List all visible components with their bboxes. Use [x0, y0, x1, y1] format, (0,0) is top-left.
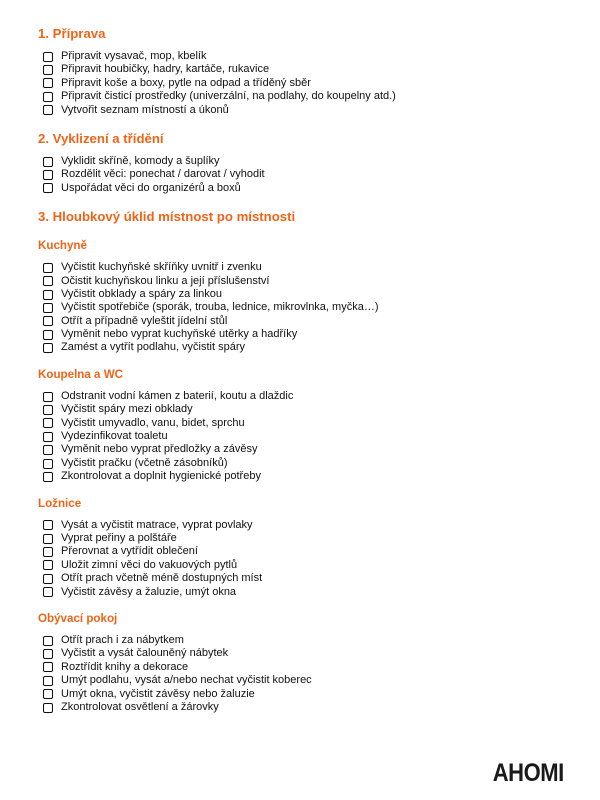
- checkbox[interactable]: [43, 703, 53, 713]
- checkbox[interactable]: [43, 303, 53, 313]
- checkbox[interactable]: [43, 574, 53, 584]
- item-label: Vyměnit nebo vyprat kuchyňské utěrky a hadříky: [61, 328, 298, 341]
- checkbox[interactable]: [43, 547, 53, 557]
- checkbox[interactable]: [43, 649, 53, 659]
- list-item[interactable]: [43, 443, 600, 456]
- item-label: Odstranit vodní kámen z baterií, koutu a dlaždic: [61, 389, 294, 402]
- checkbox[interactable]: [43, 157, 53, 167]
- list-item[interactable]: [43, 50, 600, 63]
- checkbox[interactable]: [43, 676, 53, 686]
- item-label: Vyměnit nebo vyprat předložky a závěsy: [61, 443, 258, 456]
- item-label: Vyčistit závěsy a žaluzie, umýt okna: [61, 585, 237, 598]
- list-item[interactable]: [43, 104, 600, 117]
- checkbox[interactable]: [43, 343, 53, 353]
- checkbox[interactable]: [43, 263, 53, 273]
- item-label: Připravit čisticí prostředky (univerzální, na podlahy, do koupelny atd.): [61, 90, 396, 103]
- list-item[interactable]: [43, 168, 600, 181]
- checklist-bedroom: [38, 519, 600, 599]
- list-item[interactable]: [43, 390, 600, 403]
- item-label: Zkontrolovat osvětlení a žárovky: [61, 700, 219, 713]
- checklist-bathroom: [38, 390, 600, 484]
- checkbox[interactable]: [43, 276, 53, 286]
- item-label: Rozdělit věci: ponechat / darovat / vyhodit: [61, 168, 265, 181]
- list-item[interactable]: [43, 430, 600, 443]
- list-item[interactable]: [43, 301, 600, 314]
- checkbox[interactable]: [43, 459, 53, 469]
- subsection-title-living-room: Obývací pokoj: [38, 611, 118, 625]
- item-label: Vyčistit spáry mezi obklady: [61, 403, 193, 416]
- section-title-preparation: 1. Příprava: [38, 26, 106, 41]
- checklist-clearing: [38, 155, 600, 195]
- list-item[interactable]: [43, 315, 600, 328]
- list-item[interactable]: [43, 647, 600, 660]
- checkbox[interactable]: [43, 170, 53, 180]
- list-item[interactable]: [43, 341, 600, 354]
- item-label: Vyprat peřiny a polštáře: [61, 531, 177, 544]
- checkbox[interactable]: [43, 52, 53, 62]
- section-title-deep-cleaning: 3. Hloubkový úklid místnost po místnosti: [38, 209, 296, 225]
- item-label: Vyčistit obklady a spáry za linkou: [61, 287, 222, 300]
- list-item[interactable]: [43, 572, 600, 585]
- checkbox[interactable]: [43, 316, 53, 326]
- item-label: Roztřídit knihy a dekorace: [61, 660, 189, 673]
- checkbox[interactable]: [43, 432, 53, 442]
- list-item[interactable]: [43, 77, 600, 90]
- item-label: Umýt podlahu, vysát a/nebo nechat vyčistit koberec: [61, 674, 312, 687]
- brand-logo: AHOMI: [492, 759, 564, 787]
- checkbox[interactable]: [43, 78, 53, 88]
- item-label: Připravit vysavač, mop, kbelík: [61, 50, 207, 62]
- list-item[interactable]: [43, 674, 600, 687]
- item-label: Připravit koše a boxy, pytle na odpad a tříděný sběr: [61, 76, 311, 89]
- item-label: Vyčistit pračku (včetně zásobníků): [61, 456, 228, 469]
- item-label: Vysát a vyčistit matrace, vyprat povlaky: [61, 518, 253, 531]
- subsection-title-bedroom: Ložnice: [38, 496, 82, 510]
- subsection-title-kitchen: Kuchyně: [38, 239, 87, 253]
- list-item[interactable]: [43, 634, 600, 647]
- item-label: Uspořádat věci do organizérů a boxů: [61, 181, 241, 194]
- checkbox[interactable]: [43, 636, 53, 646]
- list-item[interactable]: [43, 182, 600, 195]
- item-label: Zkontrolovat a doplnit hygienické potřeby: [61, 470, 261, 483]
- list-item[interactable]: [43, 261, 600, 274]
- list-item[interactable]: [43, 155, 600, 168]
- item-label: Vyklidit skříně, komody a šuplíky: [61, 154, 220, 167]
- checkbox[interactable]: [43, 183, 53, 193]
- list-item[interactable]: [43, 90, 600, 103]
- subsection-title-bathroom: Koupelna a WC: [38, 367, 124, 381]
- item-label: Umýt okna, vyčistit závěsy nebo žaluzie: [61, 687, 255, 700]
- checkbox[interactable]: [43, 445, 53, 455]
- list-item[interactable]: [43, 688, 600, 701]
- checkbox[interactable]: [43, 330, 53, 340]
- item-label: Vyčistit a vysát čalouněný nábytek: [61, 647, 229, 660]
- checkbox[interactable]: [43, 92, 53, 102]
- item-label: Připravit houbičky, hadry, kartáče, rukavice: [61, 63, 270, 76]
- list-item[interactable]: [43, 519, 600, 532]
- item-label: Vyčistit kuchyňské skříňky uvnitř i zvenku: [61, 261, 262, 274]
- list-item[interactable]: [43, 275, 600, 288]
- list-item[interactable]: [43, 661, 600, 674]
- checkbox[interactable]: [43, 105, 53, 115]
- item-label: Uložit zimní věci do vakuových pytlů: [61, 558, 238, 571]
- checkbox[interactable]: [43, 290, 53, 300]
- checkbox[interactable]: [43, 587, 53, 597]
- item-label: Přerovnat a vytřídit oblečení: [61, 545, 198, 558]
- item-label: Vydezinfikovat toaletu: [61, 430, 168, 443]
- checkbox[interactable]: [43, 65, 53, 75]
- checkbox[interactable]: [43, 689, 53, 699]
- checklist-living-room: [38, 634, 600, 714]
- checklist-kitchen: [38, 261, 600, 355]
- item-label: Vyčistit spotřebiče (sporák, trouba, lednice, mikrovlnka, myčka…): [61, 301, 379, 314]
- section-title-clearing: 2. Vyklizení a třídění: [38, 130, 164, 146]
- checkbox[interactable]: [43, 560, 53, 570]
- list-item[interactable]: [43, 63, 600, 76]
- list-item[interactable]: [43, 586, 600, 599]
- item-label: Očistit kuchyňskou linku a její příslušenství: [61, 274, 270, 287]
- item-label: Vytvořit seznam místností a úkonů: [61, 103, 229, 116]
- checkbox[interactable]: [43, 405, 53, 415]
- list-item[interactable]: [43, 470, 600, 483]
- checkbox[interactable]: [43, 662, 53, 672]
- list-item[interactable]: [43, 532, 600, 545]
- checkbox[interactable]: [43, 520, 53, 530]
- list-item[interactable]: [43, 328, 600, 341]
- checkbox[interactable]: [43, 392, 53, 402]
- checkbox[interactable]: [43, 418, 53, 428]
- item-label: Vyčistit umyvadlo, vanu, bidet, sprchu: [61, 416, 245, 429]
- list-item[interactable]: [43, 701, 600, 714]
- list-item[interactable]: [43, 288, 600, 301]
- checklist-preparation: [38, 50, 600, 117]
- list-item[interactable]: [43, 559, 600, 572]
- item-label: Otřít prach včetně méně dostupných míst: [61, 572, 263, 585]
- item-label: Otřít prach i za nábytkem: [61, 633, 184, 646]
- list-item[interactable]: [43, 545, 600, 558]
- list-item[interactable]: [43, 403, 600, 416]
- checkbox[interactable]: [43, 472, 53, 482]
- item-label: Zamést a vytřít podlahu, vyčistit spáry: [61, 341, 246, 354]
- list-item[interactable]: [43, 417, 600, 430]
- list-item[interactable]: [43, 457, 600, 470]
- item-label: Otřít a případně vyleštit jídelní stůl: [61, 314, 228, 327]
- checkbox[interactable]: [43, 534, 53, 544]
